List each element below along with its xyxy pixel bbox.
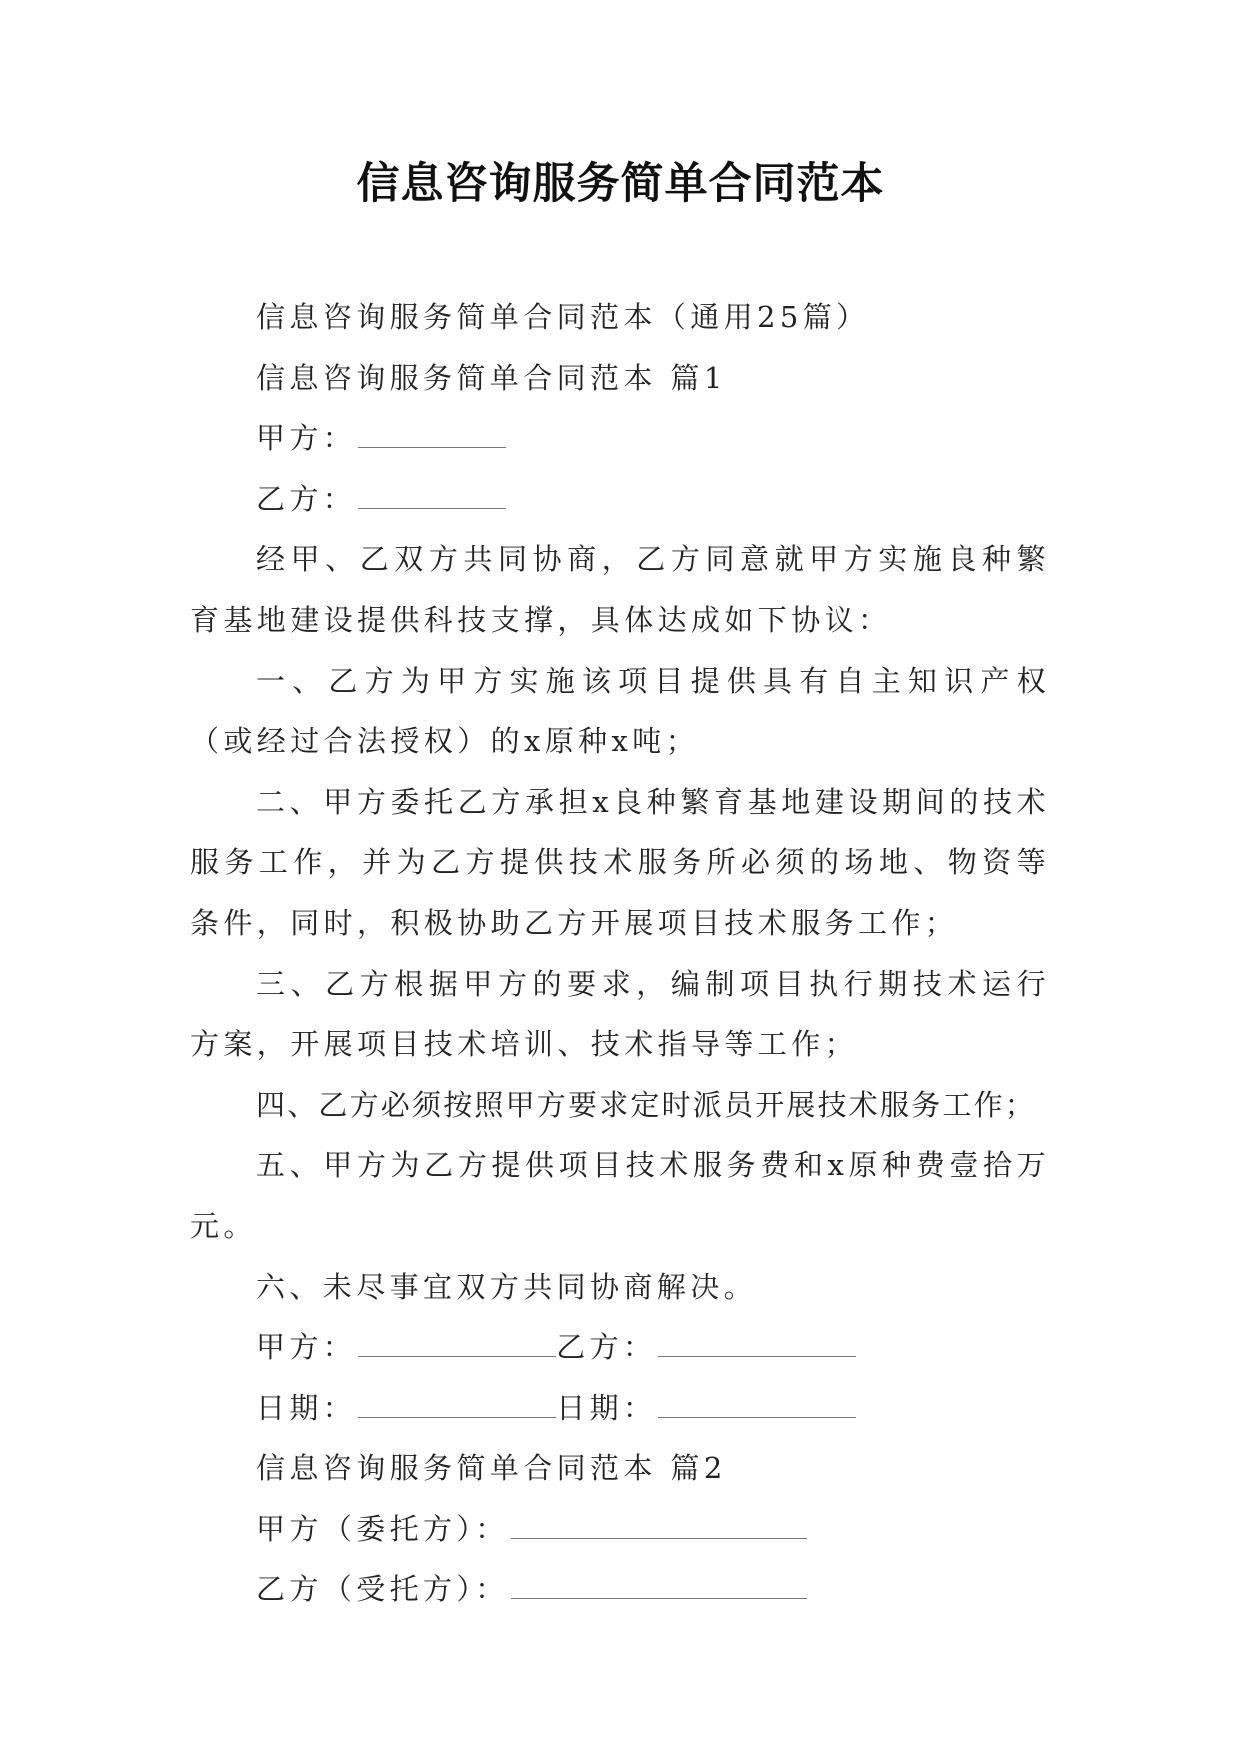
trustee-blank [511,1576,807,1599]
date-a-blank [358,1395,556,1418]
sign-a-label: 甲方： [256,1330,357,1365]
trustee-line [190,1559,1050,1620]
intro-paragraph: 经甲、乙双方共同协商，乙方同意就甲方实施良种繁育基地建设提供科技支撑，具体达成如下协议： [190,542,1050,637]
sign-b-blank [658,1334,856,1357]
clause-6: 六、未尽事宜双方共同协商解决。 [256,1269,758,1304]
party-b-line [190,469,1050,530]
party-b-label: 乙方： [256,481,357,516]
clause-3: 三、乙方根据甲方的要求，编制项目执行期技术运行方案，开展项目技术培训、技术指导等工作； [190,966,1050,1062]
clause-4: 四、乙方必须按照甲方要求定时派员开展技术服务工作； [256,1087,1037,1122]
sign-b-label: 乙方： [556,1330,657,1365]
party-a-line [190,408,1050,469]
date-b-blank [658,1395,856,1418]
document-title: 信息咨询服务简单合同范本 [356,159,885,209]
trustee-label: 乙方（受托方）： [256,1572,509,1607]
clause-2: 二、甲方委托乙方承担x良种繁育基地建设期间的技术服务工作，并为乙方提供技术服务所必须的场地、物资等条件，同时，积极协助乙方开展项目技术服务工作； [190,784,1050,940]
clause-1: 一、乙方为甲方实施该项目提供具有自主知识产权（或经过合法授权）的x原种x吨； [190,663,1050,759]
document-body [190,287,1050,1620]
party-a-blank [358,425,506,448]
party-b-blank [358,486,506,509]
client-line [190,1499,1050,1560]
signature-line [190,1317,1050,1378]
sign-a-blank [358,1334,556,1357]
client-blank [511,1516,807,1539]
date-line [190,1378,1050,1439]
section-heading-1: 信息咨询服务简单合同范本 篇1 [256,360,727,395]
client-label: 甲方（委托方）： [256,1511,509,1546]
section-heading-2: 信息咨询服务简单合同范本 篇2 [256,1451,727,1486]
date-a-label: 日期： [256,1390,357,1425]
date-b-label: 日期： [556,1390,657,1425]
clause-5: 五、甲方为乙方提供项目技术服务费和x原种费壹拾万元。 [190,1148,1050,1243]
party-a-label: 甲方： [256,421,357,456]
document-subtitle: 信息咨询服务简单合同范本（通用25篇） [256,300,870,334]
